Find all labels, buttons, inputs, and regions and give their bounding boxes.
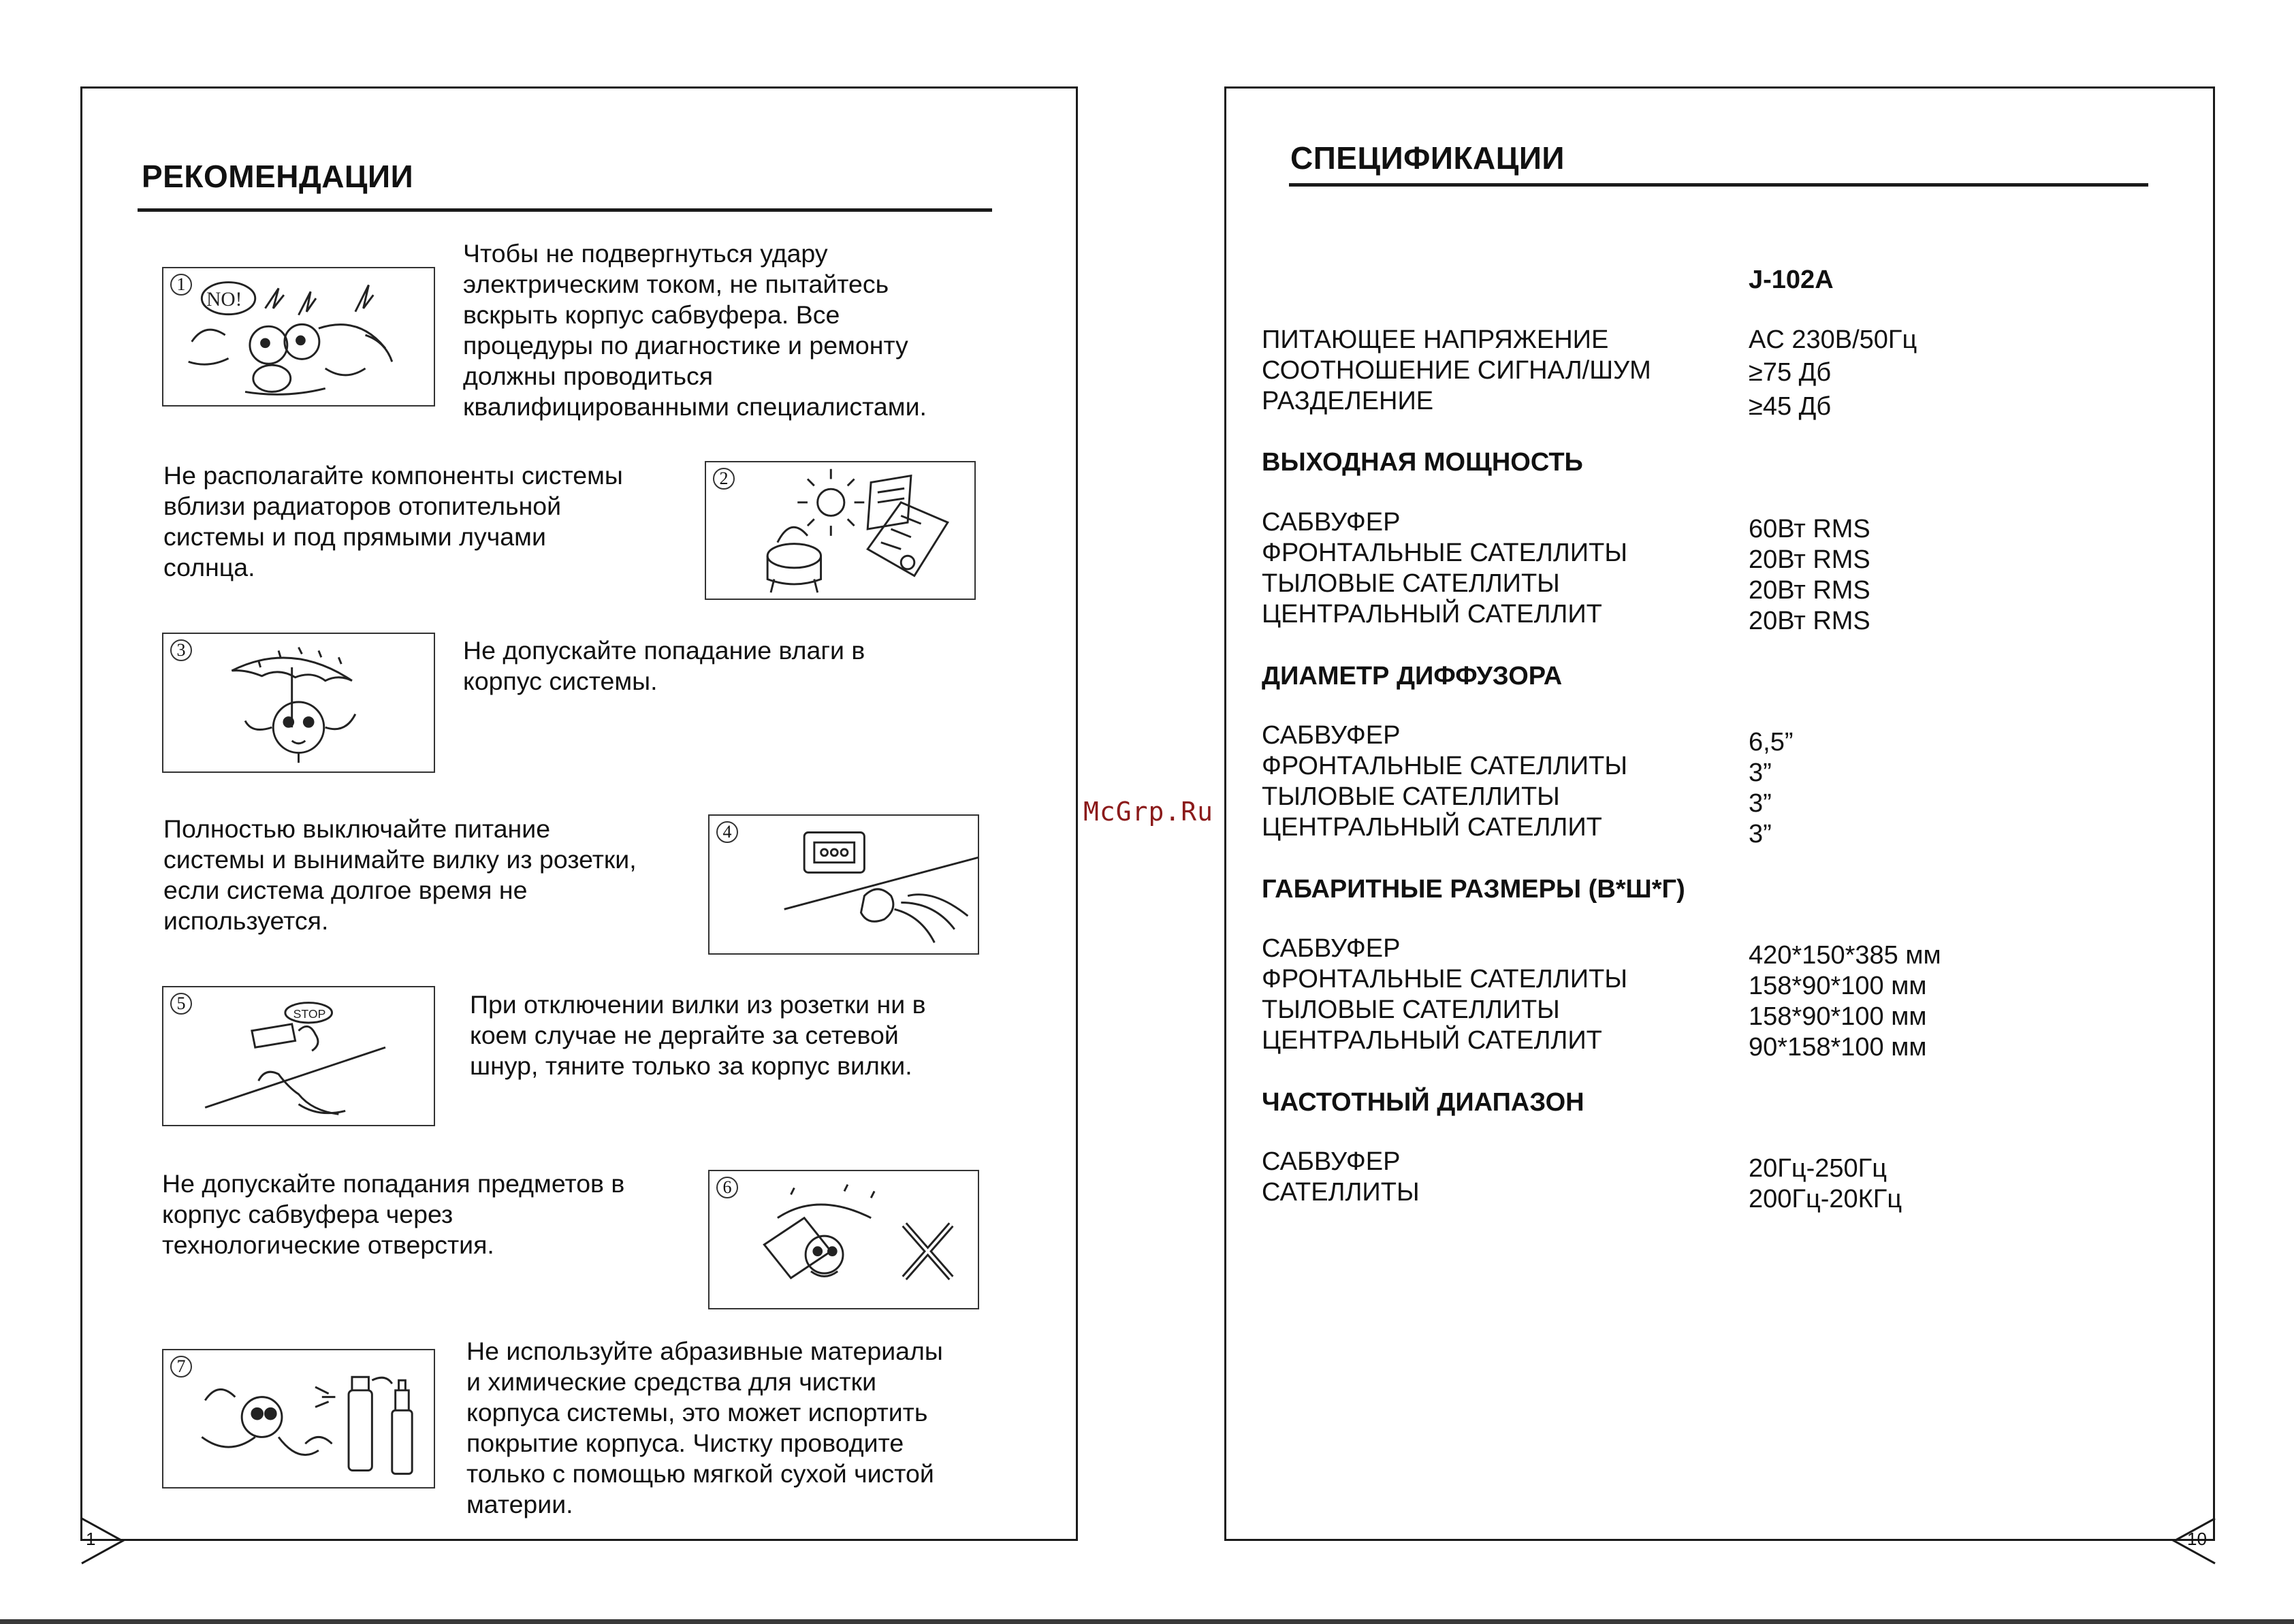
spec-label: САБВУФЕР (1262, 721, 1401, 750)
illustration-4-unplug-socket (708, 814, 979, 955)
item-5-text: При отключении вилки из розетки ни в коем случае не дергайте за сетевой шнур, тяните только за корпус вилки. (470, 990, 926, 1080)
no-sign-text: NO! (206, 288, 242, 311)
spec-label: СООТНОШЕНИЕ СИГНАЛ/ШУМ (1262, 356, 1651, 385)
spec-value: 420*150*385 мм (1749, 941, 1941, 970)
spec-label: ПИТАЮЩЕЕ НАПРЯЖЕНИЕ (1262, 325, 1609, 354)
spec-label: САБВУФЕР (1262, 1147, 1401, 1176)
bottom-edge (0, 1619, 2294, 1624)
spec-label: ТЫЛОВЫЕ САТЕЛЛИТЫ (1262, 569, 1560, 598)
spec-value: 20Вт RMS (1749, 576, 1870, 605)
illustration-5-dont-pull-cord (162, 986, 435, 1126)
spec-value: 158*90*100 мм (1749, 1002, 1927, 1031)
section-heading-dimensions: ГАБАРИТНЫЕ РАЗМЕРЫ (В*Ш*Г) (1262, 875, 1685, 904)
item-number-badge: 7 (170, 1356, 192, 1378)
spec-label: РАЗДЕЛЕНИЕ (1262, 387, 1434, 415)
spec-label: ФРОНТАЛЬНЫЕ САТЕЛЛИТЫ (1262, 539, 1627, 567)
spec-label: САБВУФЕР (1262, 508, 1401, 537)
page-title-specifications: СПЕЦИФИКАЦИИ (1290, 140, 1565, 176)
spec-value: 6,5” (1749, 728, 1794, 757)
spec-value: 3” (1749, 789, 1772, 818)
item-6-text: Не допускайте попадания предметов в корпус сабвуфера через технологические отверстия. (162, 1169, 625, 1259)
item-3-text: Не допускайте попадание влаги в корпус системы. (463, 636, 865, 695)
item-number-badge: 3 (170, 639, 192, 661)
spec-value: 20Вт RMS (1749, 545, 1870, 574)
title-underline (138, 208, 992, 212)
page-number-left: 1 (86, 1529, 96, 1549)
section-heading-frequency-range: ЧАСТОТНЫЙ ДИАПАЗОН (1262, 1088, 1584, 1117)
spec-label: ЦЕНТРАЛЬНЫЙ САТЕЛЛИТ (1262, 813, 1602, 842)
watermark: McGrp.Ru (1083, 797, 1214, 827)
spec-label: САТЕЛЛИТЫ (1262, 1178, 1420, 1207)
page-number-right: 10 (2187, 1529, 2207, 1549)
spec-label: ЦЕНТРАЛЬНЫЙ САТЕЛЛИТ (1262, 600, 1602, 628)
spec-value: ≥45 Дб (1749, 392, 1832, 421)
illustration-3-rain-umbrella (162, 633, 435, 773)
spec-value: AC 230В/50Гц (1749, 325, 1917, 354)
spec-value: 20Гц-250Гц (1749, 1154, 1887, 1183)
illustration-2-sun-heater (705, 461, 976, 600)
item-1-text: Чтобы не подвергнуться удару электрическим током, не пытайтесь вскрыть корпус сабвуфера. Все процедуры по диагностике и ремонту должны проводиться квалифицированными специалистами. (463, 239, 927, 421)
spec-label: ФРОНТАЛЬНЫЕ САТЕЛЛИТЫ (1262, 752, 1627, 780)
stop-sign-text: STOP (293, 1007, 326, 1021)
item-4-text: Полностью выключайте питание системы и вынимайте вилку из розетки, если система долгое время не используется. (163, 814, 637, 935)
spec-label: САБВУФЕР (1262, 934, 1401, 963)
spec-label: ЦЕНТРАЛЬНЫЙ САТЕЛЛИТ (1262, 1026, 1602, 1055)
item-number-badge: 4 (716, 821, 738, 843)
spec-label: ТЫЛОВЫЕ САТЕЛЛИТЫ (1262, 996, 1560, 1024)
spec-value: 60Вт RMS (1749, 515, 1870, 543)
page-title-recommendations: РЕКОМЕНДАЦИИ (142, 159, 414, 194)
spec-value: ≥75 Дб (1749, 358, 1832, 387)
spec-label: ФРОНТАЛЬНЫЕ САТЕЛЛИТЫ (1262, 965, 1627, 993)
item-7-text: Не используйте абразивные материалы и химические средства для чистки корпуса системы, это может испортить покрытие корпуса. Чистку проводите только с помощью мягкой сухой чистой материи. (466, 1337, 943, 1518)
spec-value: 3” (1749, 759, 1772, 787)
illustration-7-no-chemicals (162, 1349, 435, 1488)
item-number-badge: 6 (716, 1177, 738, 1198)
spec-value: 158*90*100 мм (1749, 972, 1927, 1000)
illustration-6-no-objects (708, 1170, 979, 1309)
item-number-badge: 1 (170, 274, 192, 296)
model-name: J-102A (1749, 266, 1834, 294)
section-heading-driver-diameter: ДИАМЕТР ДИФФУЗОРА (1262, 662, 1563, 690)
spec-value: 20Вт RMS (1749, 607, 1870, 635)
item-2-text: Не располагайте компоненты системы вблизи радиаторов отопительной системы и под прямыми лучами солнца. (163, 461, 623, 582)
title-underline (1289, 183, 2148, 187)
spec-value: 90*158*100 мм (1749, 1033, 1927, 1062)
spec-value: 3” (1749, 820, 1772, 848)
spec-value: 200Гц-20КГц (1749, 1185, 1902, 1213)
illustration-1-electric-shock (162, 267, 435, 407)
item-number-badge: 2 (713, 468, 735, 490)
spec-label: ТЫЛОВЫЕ САТЕЛЛИТЫ (1262, 782, 1560, 811)
item-number-badge: 5 (170, 993, 192, 1015)
section-heading-output-power: ВЫХОДНАЯ МОЩНОСТЬ (1262, 448, 1583, 477)
